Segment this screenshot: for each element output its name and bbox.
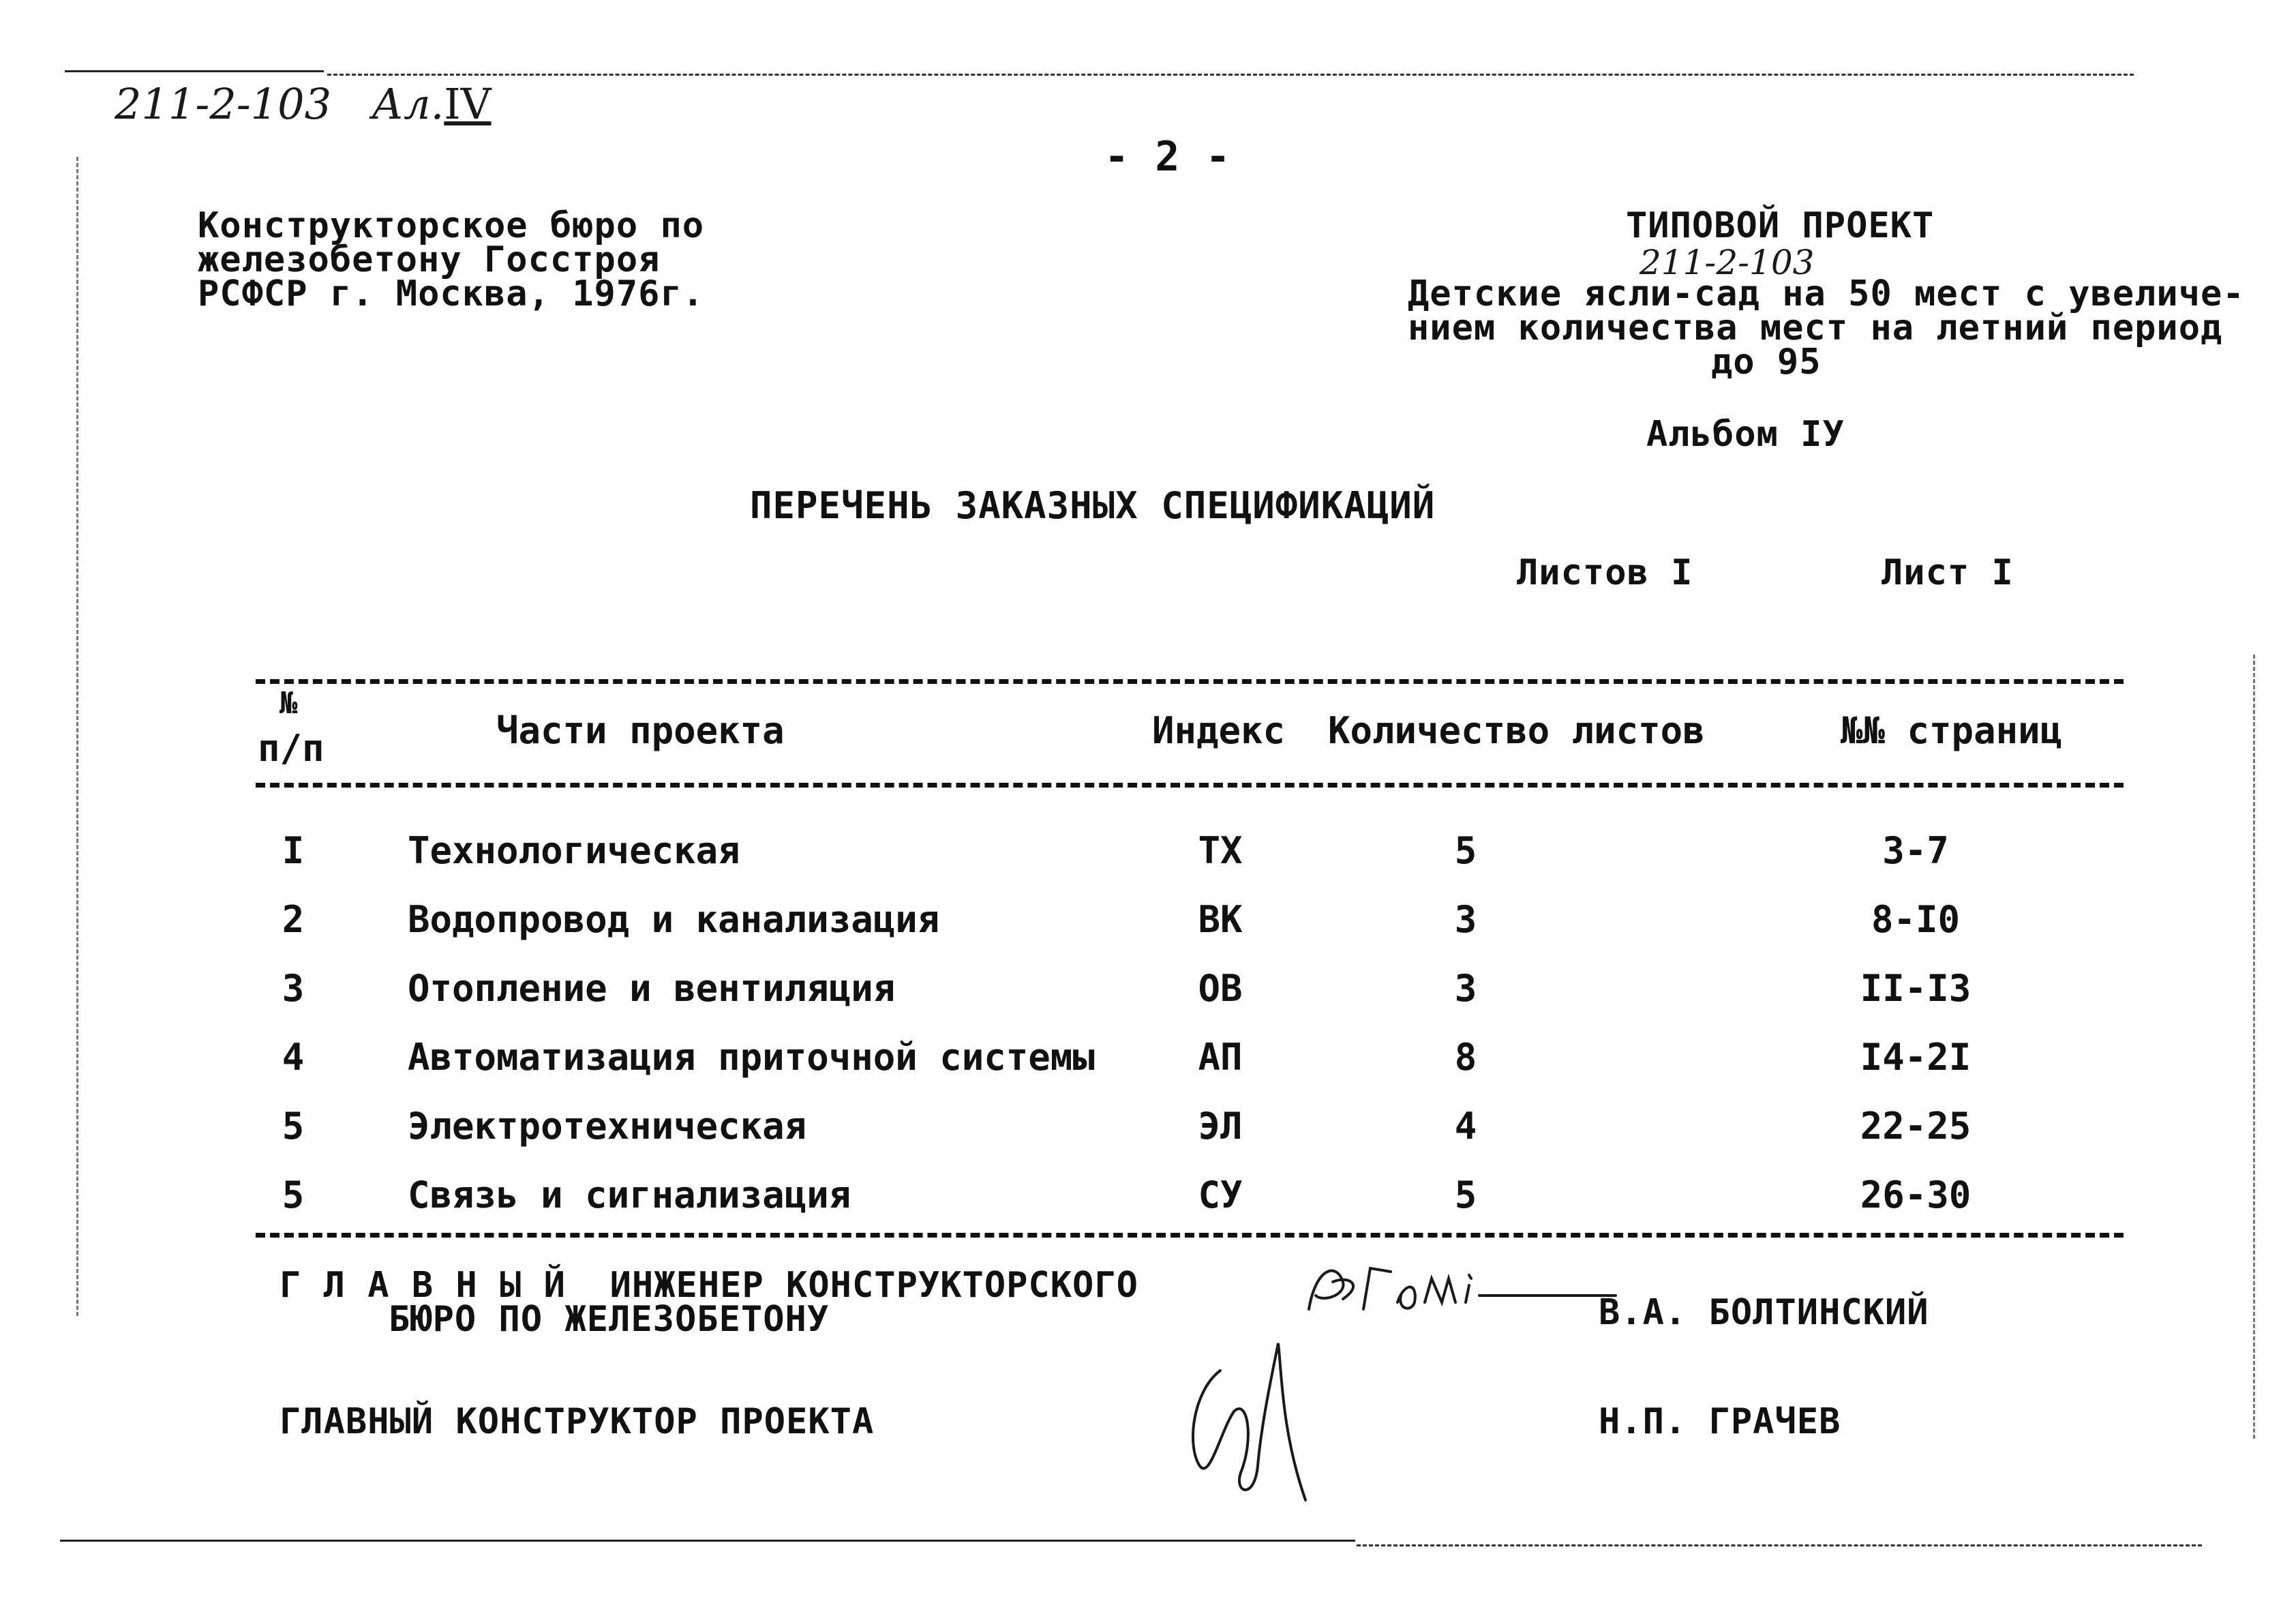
row-sheets: 3 (1454, 898, 1477, 941)
row-pages: 8-I0 (1871, 898, 1961, 941)
top-border-dashed (327, 74, 2134, 76)
header-parts: Части проекта (496, 709, 785, 752)
row-num: 4 (282, 1036, 305, 1079)
project-description (1408, 273, 2245, 383)
chief-engineer-title-line-2: БЮРО ПО ЖЕЛЕЗОБЕТОНУ (389, 1299, 830, 1340)
chief-engineer-name: В.А. БОЛТИНСКИЙ (1599, 1292, 1929, 1333)
project-desc-line-2: нием количества мест на летний период (1408, 308, 2223, 348)
project-code-text: 211-2-103 (115, 79, 332, 129)
top-border-left (65, 70, 324, 72)
chief-engineer-title (280, 1265, 1138, 1340)
organization-block (198, 205, 705, 314)
page-number: - 2 - (1104, 133, 1231, 181)
row-num: 5 (282, 1173, 305, 1216)
row-part: Технологическая (408, 829, 740, 872)
sheet-current: Лист I (1882, 552, 2014, 593)
row-sheets: 8 (1454, 1036, 1477, 1079)
chief-engineer-title-line-1: Г Л А В Н Ы Й ИНЖЕНЕР КОНСТРУКТОРСКОГО (280, 1265, 1138, 1306)
bottom-border-line (60, 1540, 1355, 1542)
table-bottom-rule (256, 1233, 2124, 1238)
header-sheets: Количество листов (1328, 709, 1705, 752)
row-index: ВК (1198, 898, 1243, 941)
row-part: Отопление и вентиляция (408, 967, 896, 1010)
row-num: I (282, 829, 305, 872)
row-pages: I4-2I (1860, 1036, 1972, 1079)
row-part: Связь и сигнализация (408, 1173, 851, 1216)
row-pages: 22-25 (1860, 1105, 1972, 1148)
handwritten-project-code (115, 80, 492, 128)
album-number: IV (444, 79, 492, 129)
album-label: Ал. (372, 79, 444, 129)
row-pages: 3-7 (1882, 829, 1949, 872)
header-num-1: № (280, 686, 298, 721)
row-index: ЭЛ (1198, 1105, 1243, 1148)
row-num: 3 (282, 967, 305, 1010)
row-num: 5 (282, 1105, 305, 1148)
chief-designer-signature (1179, 1330, 1329, 1507)
project-code-handwritten: 211-2-103 (1640, 243, 1815, 282)
list-title: ПЕРЕЧЕНЬ ЗАКАЗНЫХ СПЕЦИФИКАЦИЙ (750, 484, 1436, 527)
row-num: 2 (282, 898, 305, 941)
chief-designer-title: ГЛАВНЫЙ КОНСТРУКТОР ПРОЕКТА (280, 1401, 875, 1442)
org-line-3: РСФСР г. Москва, 1976г. (198, 273, 705, 314)
sheets-total: Листов I (1517, 552, 1693, 593)
right-margin-mark (2253, 655, 2255, 1439)
project-title: ТИПОВОЙ ПРОЕКТ (1626, 205, 1935, 246)
project-desc-line-1: Детские ясли-сад на 50 мест с увеличе- (1408, 273, 2245, 314)
row-pages: 26-30 (1860, 1173, 1972, 1216)
table-header-rule (256, 783, 2124, 788)
row-sheets: 3 (1454, 967, 1477, 1010)
row-sheets: 5 (1454, 829, 1477, 872)
header-num-2: п/п (258, 727, 324, 770)
row-part: Электротехническая (408, 1105, 807, 1148)
album-title: Альбом IУ (1646, 414, 1845, 455)
row-index: АП (1198, 1036, 1243, 1079)
row-part: Водопровод и канализация (408, 898, 940, 941)
left-margin-mark (76, 157, 78, 1316)
row-index: ОВ (1198, 967, 1243, 1010)
chief-engineer-signature (1295, 1255, 1622, 1330)
row-sheets: 5 (1454, 1173, 1477, 1216)
header-pages: №№ страниц (1841, 709, 2063, 752)
chief-designer-name: Н.П. ГРАЧЕВ (1599, 1401, 1841, 1442)
row-pages: II-I3 (1860, 967, 1972, 1010)
project-desc-line-3: до 95 (1711, 342, 1822, 383)
bottom-border-dashed (1357, 1544, 2202, 1546)
row-part: Автоматизация приточной системы (408, 1036, 1095, 1079)
org-line-2: железобетону Госстроя (198, 239, 661, 280)
org-line-1: Конструкторское бюро по (198, 205, 705, 246)
row-sheets: 4 (1454, 1105, 1477, 1148)
header-index: Индекс (1152, 709, 1286, 752)
row-index: СУ (1198, 1173, 1243, 1216)
row-index: ТХ (1198, 829, 1243, 872)
table-top-rule (256, 679, 2124, 684)
